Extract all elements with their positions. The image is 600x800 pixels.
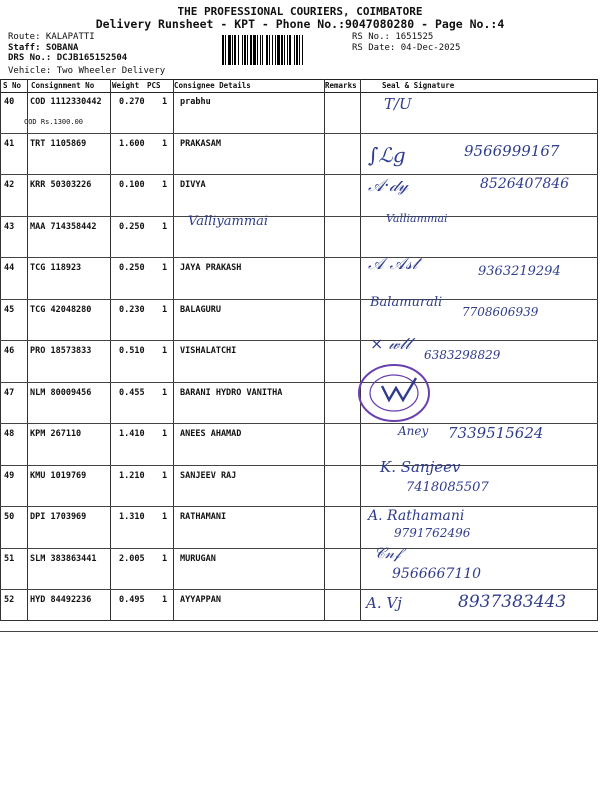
consignee-name: RATHAMANI — [180, 512, 227, 522]
signature-43: Valliammai — [386, 212, 448, 225]
signature-42: 𝒜·𝒹𝓎 — [368, 176, 408, 196]
pcs-value: 1 — [162, 429, 168, 439]
row-sno: 46 — [4, 346, 15, 356]
pcs-value: 1 — [162, 387, 168, 398]
signature-48: Aney — [398, 424, 429, 438]
row-sno: 40 — [4, 97, 15, 107]
pcs-value: 1 — [162, 595, 168, 605]
consignment-number: NLM 80009456 — [30, 387, 92, 398]
col-seal: Seal & Signature — [382, 81, 455, 90]
signature-50: A. Rathamani — [368, 508, 465, 524]
table-row — [0, 548, 598, 591]
pcs-value: 1 — [162, 553, 168, 564]
col-pcs: PCS — [147, 81, 161, 90]
row-sno: 45 — [4, 304, 15, 315]
consignment-number: TCG 118923 — [30, 263, 82, 273]
consignment-number: KRR 50303226 — [30, 180, 92, 190]
consignment-number: SLM 383863441 — [30, 553, 97, 564]
signature-51-phone: 9566667110 — [392, 566, 482, 582]
pcs-value: 1 — [162, 263, 168, 273]
weight-value: 1.310 — [119, 512, 145, 522]
row-sno: 41 — [4, 138, 15, 149]
runsheet-subtitle: Delivery Runsheet - KPT - Phone No.:9047080280 - Page No.:4 — [95, 17, 505, 31]
table-row — [0, 382, 598, 425]
rs-number: RS No.: 1651525 — [352, 32, 434, 42]
col-weight: Weight — [112, 81, 140, 90]
handwritten-consignee: Valliyammai — [188, 214, 269, 229]
table-row — [0, 506, 598, 549]
signature-46: × 𝓌𝓁𝓁 — [370, 334, 411, 353]
consignee-name: JAYA PRAKASH — [180, 263, 242, 273]
barcode-image — [222, 35, 348, 65]
signature-41-phone: 9566999167 — [464, 142, 560, 160]
weight-value: 1.410 — [119, 429, 145, 439]
weight-value: 0.250 — [119, 221, 145, 232]
route-label: Route: KALAPATTI — [8, 32, 95, 42]
signature-45-phone: 7708606939 — [462, 305, 539, 319]
runsheet-meta-right — [352, 32, 460, 53]
consignment-number: DPI 1703969 — [30, 512, 87, 522]
pcs-value: 1 — [162, 221, 168, 232]
row-sno: 51 — [4, 553, 15, 564]
row-sno: 43 — [4, 221, 15, 232]
weight-value: 0.510 — [119, 346, 145, 356]
table-row — [0, 216, 598, 259]
consignment-number: KPM 267110 — [30, 429, 82, 439]
signature-51: 𝒞𝓃𝒻 — [374, 544, 401, 562]
consignee-name: PRAKASAM — [180, 138, 221, 149]
rs-date: RS Date: 04-Dec-2025 — [352, 42, 461, 53]
weight-value: 0.250 — [119, 263, 145, 273]
cod-amount: COD Rs.1300.00 — [24, 118, 84, 126]
drs-number: DRS No.: DCJB165152504 — [8, 53, 128, 63]
col-remarks: Remarks — [325, 81, 357, 90]
consignee-name: prabhu — [180, 97, 211, 107]
table-row — [0, 340, 598, 383]
signature-49-phone: 7418085507 — [406, 480, 489, 495]
consignee-name: AYYAPPAN — [180, 595, 221, 605]
seal-stamp-icon — [356, 362, 432, 424]
signature-49: K. Sanjeev — [380, 458, 461, 476]
weight-value: 0.495 — [119, 595, 145, 605]
table-row — [0, 91, 598, 134]
consignment-number: TRT 1105869 — [30, 138, 87, 149]
col-consignee: Consignee Details — [174, 81, 251, 90]
consignee-name: MURUGAN — [180, 553, 216, 564]
weight-value: 0.270 — [119, 97, 145, 107]
consignee-name: VISHALATCHI — [180, 346, 237, 356]
pcs-value: 1 — [162, 346, 168, 356]
signature-52: A. Vj — [366, 594, 402, 612]
consignee-name: SANJEEV RAJ — [180, 470, 237, 481]
pcs-value: 1 — [162, 97, 168, 107]
consignee-name: DIVYA — [180, 180, 206, 190]
consignee-name: BARANI HYDRO VANITHA — [180, 387, 283, 398]
staff-label: Staff: SOBANA — [8, 42, 79, 53]
signature-46-phone: 6383298829 — [424, 348, 501, 362]
row-sno: 48 — [4, 429, 15, 439]
signature-41: ∫ℒg — [368, 143, 406, 167]
row-sno: 47 — [4, 387, 15, 398]
row-sno: 44 — [4, 263, 15, 273]
consignment-number: MAA 714358442 — [30, 221, 97, 232]
pcs-value: 1 — [162, 180, 168, 190]
col-consignment: Consignment No — [31, 81, 95, 90]
consignee-name: BALAGURU — [180, 304, 221, 315]
consignment-number: PRO 18573833 — [30, 346, 92, 356]
weight-value: 1.600 — [119, 138, 145, 149]
consignment-number: TCG 42048280 — [30, 304, 92, 315]
row-sno: 52 — [4, 595, 15, 605]
signature-48-phone: 7339515624 — [448, 424, 544, 442]
pcs-value: 1 — [162, 304, 168, 315]
weight-value: 0.455 — [119, 387, 145, 398]
signature-40: T/U — [384, 95, 412, 113]
weight-value: 1.210 — [119, 470, 145, 481]
pcs-value: 1 — [162, 138, 168, 149]
vehicle-label: Vehicle: Two Wheeler Delivery — [8, 66, 166, 76]
consignment-number: COD 1112330442 — [30, 97, 102, 107]
signature-50-phone: 9791762496 — [394, 526, 471, 540]
table-row — [0, 465, 598, 508]
consignment-number: KMU 1019769 — [30, 470, 87, 481]
signature-52-phone: 8937383443 — [458, 592, 567, 612]
signature-45: Balamurali — [370, 295, 443, 310]
company-title: THE PROFESSIONAL COURIERS, COIMBATORE — [177, 5, 423, 18]
signature-42-phone: 8526407846 — [480, 176, 570, 192]
runsheet-meta-left — [8, 32, 127, 64]
pcs-value: 1 — [162, 512, 168, 522]
pcs-value: 1 — [162, 470, 168, 481]
row-sno: 49 — [4, 470, 15, 481]
table-bottom-rule — [0, 620, 598, 621]
row-sno: 42 — [4, 180, 15, 190]
consignee-name: ANEES AHAMAD — [180, 429, 242, 439]
signature-44-phone: 9363219294 — [478, 264, 561, 279]
row-sno: 50 — [4, 512, 15, 522]
consignment-number: HYD 84492236 — [30, 595, 92, 605]
weight-value: 2.005 — [119, 553, 145, 564]
weight-value: 0.100 — [119, 180, 145, 190]
weight-value: 0.230 — [119, 304, 145, 315]
col-sno: S No — [3, 81, 22, 90]
signature-44: 𝒜 𝒜𝓈𝓉 — [368, 254, 418, 274]
